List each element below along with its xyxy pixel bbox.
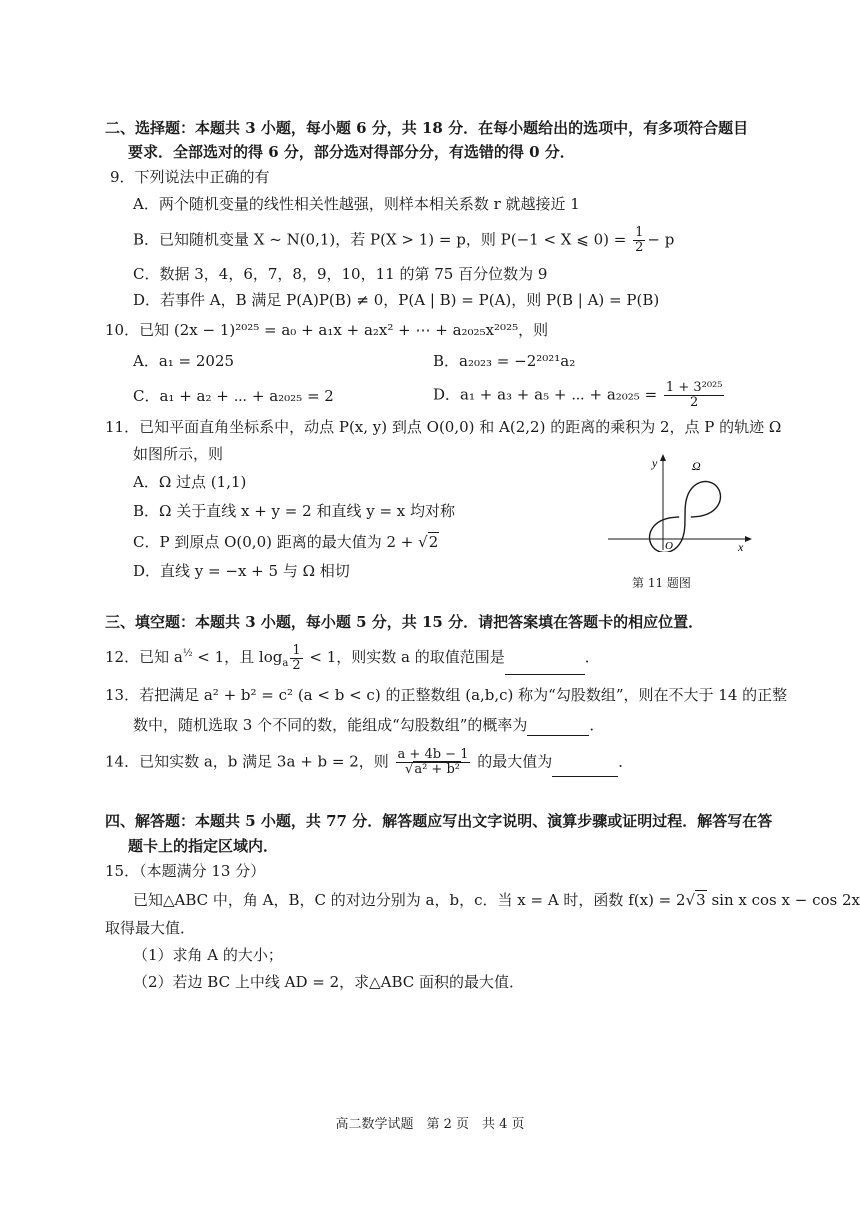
q15-line1-text: 已知△ABC 中，角 A，B，C 的对边分别为 a，b，c．当 x = A 时，函数 f(x) = 2 xyxy=(133,891,686,909)
origin-label: O xyxy=(665,540,673,552)
q12-denominator: 2 xyxy=(292,657,301,673)
q13-line2 xyxy=(133,714,604,736)
page-footer: 高二数学试题 第 2 页 共 4 页 xyxy=(335,1117,525,1132)
q15-title: 15．（本题满分 13 分） xyxy=(105,862,266,880)
q10-option-c: C．a₁ + a₂ + ⋯ + a₂₀₂₅ = 2 xyxy=(133,387,334,405)
q9-option-b-tail: − p xyxy=(647,230,675,249)
omega-label: Ω xyxy=(692,459,701,473)
q11-lemniscate-figure xyxy=(604,452,756,552)
q9-option-c: C．数据 3，4，6，7，8，9，10，11 的第 75 百分位数为 9 xyxy=(133,265,548,283)
q15-line2: 取得最大值． xyxy=(105,919,196,937)
y-axis-arrow xyxy=(660,454,666,461)
q12-text-3: < 1，则实数 a 的取值范围是 xyxy=(304,648,505,666)
q13-text: 数中，随机选取 3 个不同的数，能组成“勾股数组”的概率为 xyxy=(133,716,528,734)
q11-option-b: B．Ω 关于直线 x + y = 2 和直线 y = x 均对称 xyxy=(133,502,456,520)
q9-stem: 9．下列说法中正确的有 xyxy=(110,168,270,186)
q15-part2: （2）若边 BC 上中线 AD = 2，求△ABC 面积的最大值． xyxy=(133,973,525,991)
sqrt-symbol: √ xyxy=(405,762,414,777)
q9-option-b-fraction xyxy=(633,226,645,255)
q9-option-b-text: B．已知随机变量 X ~ N(0,1)，若 P(X > 1) = p，则 P(−1 < X ⩽ 0) = xyxy=(133,230,632,249)
q12-end: ． xyxy=(584,648,600,666)
sqrt-symbol: √ xyxy=(685,891,696,909)
q14-end: ． xyxy=(618,752,634,771)
q14-denominator xyxy=(396,763,471,777)
q9-b-denominator: 2 xyxy=(635,240,644,255)
q12-fraction xyxy=(290,644,302,673)
q10-d-numerator: 1 + 3²⁰²⁵ xyxy=(665,380,723,395)
x-axis-arrow xyxy=(745,536,752,542)
q15-line1-tail: sin x cos x − cos 2x xyxy=(706,891,860,909)
q14-radicand: a² + b² xyxy=(414,762,460,777)
q13-end: ． xyxy=(589,716,605,734)
q10-option-b: B．a₂₀₂₃ = −2²⁰²¹a₂ xyxy=(433,352,576,370)
q14-answer-blank[interactable] xyxy=(552,760,618,777)
section-2-header-line1: 二、选择题：本题共 3 小题，每小题 6 分，共 18 分．在每小题给出的选项中，有多项符合题目 xyxy=(105,119,749,137)
y-axis-label: y xyxy=(652,456,658,470)
q10-d-denominator: 2 xyxy=(690,395,699,410)
q9-option-b xyxy=(133,226,674,255)
q13-line1: 13．若把满足 a² + b² = c² (a < b < c) 的正整数组 (a,b,c) 称为“勾股数组”，则在不大于 14 的正整 xyxy=(105,686,788,704)
q11-option-c xyxy=(133,531,439,553)
q10-option-d xyxy=(433,381,726,410)
q10-option-d-fraction xyxy=(664,381,725,410)
q11-option-a: A．Ω 过点 (1,1) xyxy=(133,473,247,491)
sqrt-symbol: √ xyxy=(418,533,428,551)
q12-text-1: 12．已知 a xyxy=(105,648,183,666)
q15-part1: （1）求角 A 的大小； xyxy=(133,946,283,964)
q10-stem: 10．已知 (2x − 1)²⁰²⁵ = a₀ + a₁x + a₂x² + ⋯ + a₂₀₂₅x²⁰²⁵，则 xyxy=(105,321,549,339)
q14-line xyxy=(105,748,633,777)
q9-option-a: A．两个随机变量的线性相关性越强，则样本相关系数 r 就越接近 1 xyxy=(133,195,580,213)
q12-text-2: < 1，且 log xyxy=(192,648,283,666)
q9-option-d: D．若事件 A，B 满足 P(A)P(B) ≠ 0，P(A | B) = P(A)，则 P(B | A) = P(B) xyxy=(133,291,660,309)
q11-stem-line1: 11．已知平面直角坐标系中，动点 P(x, y) 到点 O(0,0) 和 A(2,2) 的距离的乘积为 2，点 P 的轨迹 Ω xyxy=(105,418,782,436)
q10-option-a: A．a₁ = 2025 xyxy=(133,352,235,370)
q11-option-d: D．直线 y = −x + 5 与 Ω 相切 xyxy=(133,562,350,580)
q11-stem-line2: 如图所示，则 xyxy=(133,445,224,463)
q11-figure-caption: 第 11 题图 xyxy=(632,576,691,590)
q12-answer-blank[interactable] xyxy=(505,658,585,675)
section-3-header: 三、填空题：本题共 3 小题，每小题 5 分，共 15 分．请把答案填在答题卡的相应位置． xyxy=(105,613,704,631)
q10-option-d-text: D．a₁ + a₃ + a₅ + ⋯ + a₂₀₂₅ = xyxy=(433,385,662,404)
q12-line xyxy=(105,643,600,675)
curve-omega xyxy=(650,482,721,553)
q15-radicand: 3 xyxy=(696,891,706,909)
q14-fraction xyxy=(396,748,471,777)
q15-line1 xyxy=(133,889,860,911)
section-2-header-line2: 要求．全部选对的得 6 分，部分选对得部分分，有选错的得 0 分． xyxy=(128,143,575,161)
q14-text-2: 的最大值为 xyxy=(472,752,553,771)
q9-b-numerator: 1 xyxy=(635,225,644,240)
section-4-header-line2: 题卡上的指定区域内． xyxy=(128,837,279,855)
section-4-header-line1: 四、解答题：本题共 5 小题，共 77 分．解答题应写出文字说明、演算步骤或证明过程．解答写在答 xyxy=(105,812,773,830)
q14-numerator: a + 4b − 1 xyxy=(397,747,469,762)
q11-c-radicand: 2 xyxy=(428,533,439,551)
q12-numerator: 1 xyxy=(292,642,301,658)
q12-exponent: ½ xyxy=(182,648,193,659)
x-axis-label: x xyxy=(738,540,744,552)
q11-option-c-text: C．P 到原点 O(0,0) 距离的最大值为 2 + xyxy=(133,533,419,551)
q13-answer-blank[interactable] xyxy=(527,719,589,736)
q14-text-1: 14．已知实数 a，b 满足 3a + b = 2，则 xyxy=(105,752,394,771)
q12-log-base: a xyxy=(282,658,289,669)
